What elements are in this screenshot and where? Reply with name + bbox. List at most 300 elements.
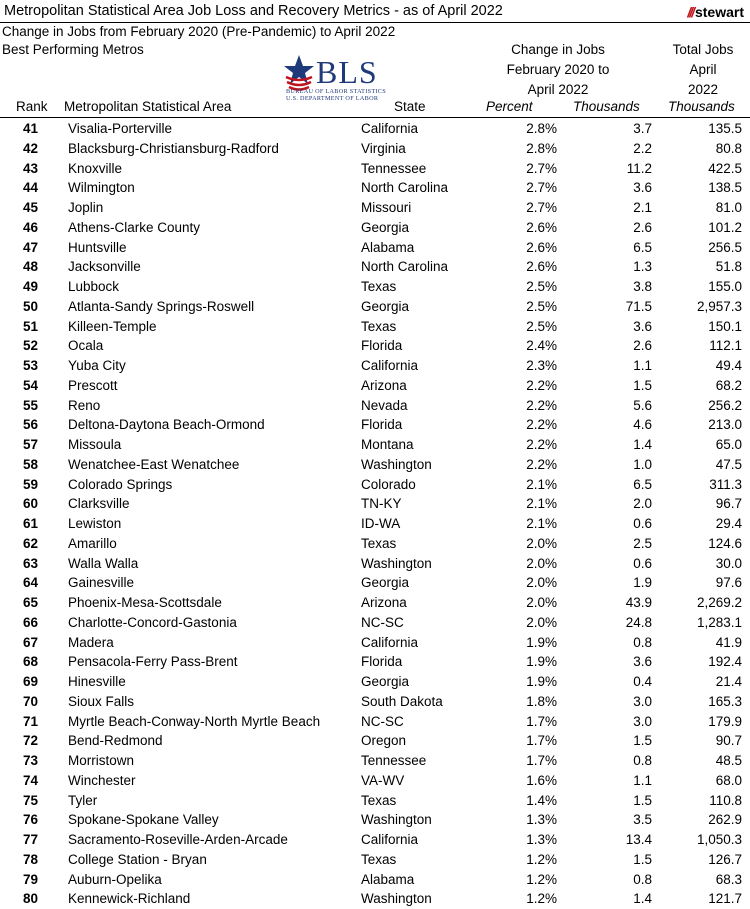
state-cell: Alabama bbox=[361, 871, 415, 887]
table-row bbox=[0, 415, 750, 435]
thousands-cell: 43.9 bbox=[625, 595, 652, 610]
thousands-cell: 4.6 bbox=[633, 417, 652, 433]
total-jobs-cell: 80.8 bbox=[715, 140, 742, 156]
rank-cell: 78 bbox=[23, 851, 39, 867]
state-cell: VA-WV bbox=[361, 772, 405, 788]
header-divider bbox=[0, 117, 750, 118]
rank-cell: 54 bbox=[23, 377, 39, 393]
thousands-cell: 3.7 bbox=[633, 121, 652, 136]
rank-cell: 68 bbox=[23, 654, 39, 670]
percent-cell: 2.2% bbox=[526, 397, 557, 413]
percent-cell: 1.8% bbox=[526, 693, 557, 709]
msa-cell: Yuba City bbox=[68, 358, 126, 373]
stewart-logo bbox=[687, 4, 744, 20]
total-jobs-cell: 135.5 bbox=[708, 121, 742, 136]
msa-cell: Phoenix-Mesa-Scottsdale bbox=[68, 595, 222, 610]
percent-cell: 2.6% bbox=[526, 259, 557, 275]
rank-cell: 80 bbox=[23, 891, 39, 907]
table-row bbox=[0, 139, 750, 159]
total-jobs-cell: 155.0 bbox=[708, 279, 742, 294]
state-cell: South Dakota bbox=[361, 693, 443, 709]
thousands-cell: 0.8 bbox=[633, 634, 652, 650]
total-jobs-cell: 121.7 bbox=[708, 891, 742, 907]
rank-cell: 57 bbox=[23, 437, 39, 452]
percent-cell: 2.2% bbox=[526, 456, 557, 472]
total-jobs-cell: 213.0 bbox=[708, 417, 742, 433]
percent-cell: 1.6% bbox=[526, 772, 557, 788]
msa-cell: Knoxville bbox=[68, 160, 123, 176]
table-row bbox=[0, 751, 750, 771]
percent-cell: 1.4% bbox=[526, 792, 557, 808]
total-jobs-cell: 97.6 bbox=[715, 575, 742, 591]
rank-cell: 43 bbox=[23, 160, 39, 176]
table-row bbox=[0, 652, 750, 672]
rank-cell: 42 bbox=[23, 140, 39, 156]
table-row bbox=[0, 771, 750, 791]
table-row bbox=[0, 277, 750, 297]
percent-cell: 1.7% bbox=[526, 713, 557, 729]
thousands-cell: 6.5 bbox=[633, 239, 652, 255]
table-row bbox=[0, 475, 750, 495]
percent-cell: 2.7% bbox=[526, 200, 557, 215]
msa-cell: Ocala bbox=[68, 338, 104, 354]
total-jobs-cell: 138.5 bbox=[708, 180, 742, 196]
state-cell: Florida bbox=[361, 338, 403, 354]
state-cell: Texas bbox=[361, 279, 397, 294]
thousands-cell: 0.6 bbox=[633, 516, 652, 531]
rank-cell: 49 bbox=[23, 279, 39, 294]
msa-cell: Colorado Springs bbox=[68, 476, 173, 492]
table-row bbox=[0, 870, 750, 890]
thousands-cell: 3.0 bbox=[633, 713, 652, 729]
total-jobs-cell: 179.9 bbox=[708, 713, 742, 729]
rank-cell: 75 bbox=[23, 792, 39, 808]
total-jobs-cell: 29.4 bbox=[715, 516, 742, 531]
rank-cell: 67 bbox=[23, 634, 39, 650]
percent-cell: 2.6% bbox=[526, 239, 557, 255]
msa-cell: Lubbock bbox=[68, 279, 120, 294]
msa-cell: Lewiston bbox=[68, 516, 122, 531]
thousands-cell: 3.5 bbox=[633, 812, 652, 828]
thousands-cell: 11.2 bbox=[626, 160, 652, 176]
rank-cell: 69 bbox=[23, 674, 39, 689]
total-jobs-cell: 68.3 bbox=[715, 871, 742, 887]
msa-cell: Wenatchee-East Wenatchee bbox=[68, 456, 240, 472]
msa-cell: Morristown bbox=[68, 753, 135, 768]
total-jobs-cell: 422.5 bbox=[708, 160, 742, 176]
percent-cell: 2.1% bbox=[526, 496, 557, 512]
percent-cell: 2.8% bbox=[526, 140, 557, 156]
rank-cell: 76 bbox=[23, 812, 39, 828]
rank-cell: 48 bbox=[23, 259, 39, 275]
rank-cell: 51 bbox=[23, 318, 39, 334]
total-jobs-cell: 110.8 bbox=[709, 792, 742, 808]
thousands-cell: 71.5 bbox=[625, 298, 652, 314]
total-jobs-cell: 126.7 bbox=[708, 851, 742, 867]
total-jobs-cell: 48.5 bbox=[715, 753, 742, 768]
table-row bbox=[0, 119, 750, 139]
state-cell: ID-WA bbox=[361, 516, 401, 531]
msa-cell: Spokane-Spokane Valley bbox=[68, 812, 219, 828]
rank-cell: 74 bbox=[23, 772, 39, 788]
total-jobs-cell: 65.0 bbox=[715, 437, 742, 452]
table-row bbox=[0, 672, 750, 692]
total-jobs-cell: 41.9 bbox=[715, 634, 742, 650]
rank-cell: 55 bbox=[23, 397, 39, 413]
total-column-group-header bbox=[658, 40, 748, 100]
total-jobs-cell: 192.4 bbox=[708, 654, 742, 670]
msa-cell: College Station - Bryan bbox=[68, 851, 207, 867]
msa-cell: Reno bbox=[68, 397, 101, 413]
table-row bbox=[0, 810, 750, 830]
state-cell: Tennessee bbox=[361, 160, 427, 176]
state-cell: California bbox=[361, 358, 419, 373]
table-row bbox=[0, 376, 750, 396]
percent-cell: 2.3% bbox=[526, 358, 557, 373]
thousands-cell: 3.8 bbox=[633, 279, 652, 294]
table-row bbox=[0, 317, 750, 337]
total-jobs-cell: 90.7 bbox=[715, 733, 742, 749]
state-cell: Texas bbox=[361, 535, 397, 551]
percent-cell: 2.1% bbox=[526, 516, 557, 531]
msa-cell: Huntsville bbox=[68, 239, 127, 255]
rank-cell: 79 bbox=[23, 871, 39, 887]
table-row bbox=[0, 159, 750, 179]
thousands-cell: 3.6 bbox=[633, 654, 652, 670]
thousands-cell: 6.5 bbox=[633, 476, 652, 492]
table-row bbox=[0, 218, 750, 238]
total-jobs-cell: 68.0 bbox=[715, 772, 742, 788]
thousands-cell: 2.2 bbox=[633, 140, 652, 156]
msa-cell: Deltona-Daytona Beach-Ormond bbox=[68, 417, 265, 433]
percent-cell: 2.0% bbox=[526, 535, 557, 551]
state-cell: California bbox=[361, 832, 419, 847]
total-jobs-cell: 101.2 bbox=[708, 219, 742, 235]
rank-cell: 59 bbox=[23, 476, 39, 492]
msa-cell: Killeen-Temple bbox=[68, 318, 157, 334]
state-cell: Georgia bbox=[361, 298, 410, 314]
rank-cell: 62 bbox=[23, 535, 39, 551]
bls-logo-subtext-1: BUREAU OF LABOR STATISTICS bbox=[286, 88, 386, 95]
bls-logo-text: BLS bbox=[316, 54, 378, 90]
state-cell: Nevada bbox=[361, 397, 408, 413]
state-cell: Georgia bbox=[361, 575, 410, 591]
total-jobs-cell: 256.2 bbox=[708, 397, 742, 413]
state-cell: Tennessee bbox=[361, 753, 427, 768]
table-row bbox=[0, 791, 750, 811]
state-cell: Missouri bbox=[361, 200, 412, 215]
table-row bbox=[0, 554, 750, 574]
msa-cell: Amarillo bbox=[68, 535, 117, 551]
total-jobs-cell: 311.3 bbox=[709, 476, 742, 492]
msa-cell: Jacksonville bbox=[68, 259, 141, 275]
percent-cell: 2.7% bbox=[526, 180, 557, 196]
msa-cell: Visalia-Porterville bbox=[68, 121, 173, 136]
column-header-percent: Percent bbox=[486, 99, 533, 114]
percent-cell: 2.2% bbox=[526, 417, 557, 433]
thousands-cell: 1.4 bbox=[633, 891, 652, 907]
table-row bbox=[0, 850, 750, 870]
thousands-cell: 2.6 bbox=[633, 338, 652, 354]
thousands-cell: 3.0 bbox=[633, 693, 652, 709]
bls-star-icon bbox=[282, 53, 316, 93]
rank-cell: 71 bbox=[23, 713, 39, 729]
percent-cell: 1.3% bbox=[526, 812, 557, 828]
thousands-cell: 5.6 bbox=[633, 397, 652, 413]
rank-cell: 72 bbox=[23, 733, 39, 749]
state-cell: North Carolina bbox=[361, 180, 449, 196]
column-header-rank: Rank bbox=[16, 99, 48, 114]
state-cell: Texas bbox=[361, 792, 397, 808]
msa-cell: Myrtle Beach-Conway-North Myrtle Beach bbox=[68, 713, 321, 729]
total-jobs-cell: 124.6 bbox=[708, 535, 742, 551]
percent-cell: 2.2% bbox=[526, 377, 557, 393]
msa-cell: Wilmington bbox=[68, 180, 135, 196]
percent-cell: 1.9% bbox=[526, 634, 557, 650]
msa-cell: Prescott bbox=[68, 377, 118, 393]
total-jobs-cell: 2,957.3 bbox=[696, 298, 742, 314]
percent-cell: 2.5% bbox=[526, 279, 557, 294]
table-row bbox=[0, 396, 750, 416]
change-group-line-2: February 2020 to bbox=[506, 62, 610, 77]
percent-cell: 1.7% bbox=[526, 733, 557, 749]
rank-cell: 56 bbox=[23, 417, 39, 433]
rank-cell: 77 bbox=[23, 832, 39, 847]
state-cell: Washington bbox=[361, 891, 432, 907]
msa-cell: Sioux Falls bbox=[68, 693, 135, 709]
msa-cell: Atlanta-Sandy Springs-Roswell bbox=[68, 298, 255, 314]
percent-cell: 1.2% bbox=[526, 851, 557, 867]
percent-cell: 2.8% bbox=[526, 121, 557, 136]
state-cell: NC-SC bbox=[361, 614, 404, 630]
rank-cell: 46 bbox=[23, 219, 39, 235]
table-row bbox=[0, 238, 750, 258]
state-cell: Arizona bbox=[361, 377, 407, 393]
total-jobs-cell: 47.5 bbox=[715, 456, 742, 472]
percent-cell: 1.2% bbox=[526, 871, 557, 887]
state-cell: Texas bbox=[361, 851, 397, 867]
total-group-line-1: Total Jobs bbox=[672, 42, 734, 57]
table-row bbox=[0, 356, 750, 376]
state-cell: Alabama bbox=[361, 239, 415, 255]
state-cell: California bbox=[361, 121, 419, 136]
table-row bbox=[0, 613, 750, 633]
table-row bbox=[0, 692, 750, 712]
thousands-cell: 1.4 bbox=[633, 437, 652, 452]
metro-table-body bbox=[0, 119, 750, 909]
total-jobs-cell: 21.4 bbox=[715, 674, 742, 689]
msa-cell: Winchester bbox=[68, 772, 136, 788]
thousands-cell: 2.5 bbox=[633, 535, 652, 551]
msa-cell: Charlotte-Concord-Gastonia bbox=[68, 614, 237, 630]
state-cell: California bbox=[361, 634, 419, 650]
thousands-cell: 3.6 bbox=[633, 180, 652, 196]
msa-cell: Pensacola-Ferry Pass-Brent bbox=[68, 654, 238, 670]
percent-cell: 2.1% bbox=[526, 476, 557, 492]
column-header-total-thousands: Thousands bbox=[668, 99, 735, 114]
total-jobs-cell: 68.2 bbox=[715, 377, 742, 393]
table-row bbox=[0, 198, 750, 218]
change-group-line-3: April 2022 bbox=[527, 82, 589, 97]
total-jobs-cell: 165.3 bbox=[708, 693, 742, 709]
thousands-cell: 1.1 bbox=[633, 358, 652, 373]
report-section-label: Best Performing Metros bbox=[2, 42, 144, 57]
rank-cell: 63 bbox=[23, 555, 39, 571]
percent-cell: 2.4% bbox=[526, 338, 557, 354]
table-row bbox=[0, 455, 750, 475]
percent-cell: 1.9% bbox=[526, 674, 557, 689]
rank-cell: 41 bbox=[23, 121, 39, 136]
total-group-line-3: 2022 bbox=[687, 82, 719, 97]
thousands-cell: 0.8 bbox=[633, 871, 652, 887]
percent-cell: 1.3% bbox=[526, 832, 557, 847]
table-row bbox=[0, 633, 750, 653]
report-title: Metropolitan Statistical Area Job Loss and Recovery Metrics - as of April 2022 bbox=[4, 3, 503, 19]
total-jobs-cell: 1,283.1 bbox=[696, 614, 742, 630]
thousands-cell: 1.5 bbox=[633, 851, 652, 867]
thousands-cell: 2.6 bbox=[633, 219, 652, 235]
state-cell: Texas bbox=[361, 318, 397, 334]
thousands-cell: 1.3 bbox=[633, 259, 652, 275]
state-cell: North Carolina bbox=[361, 259, 449, 275]
msa-cell: Joplin bbox=[68, 200, 104, 215]
msa-cell: Bend-Redmond bbox=[68, 733, 163, 749]
percent-cell: 2.0% bbox=[526, 595, 557, 610]
state-cell: Florida bbox=[361, 417, 403, 433]
table-row bbox=[0, 257, 750, 277]
thousands-cell: 1.5 bbox=[633, 377, 652, 393]
total-jobs-cell: 150.1 bbox=[708, 318, 742, 334]
total-jobs-cell: 1,050.3 bbox=[696, 832, 742, 847]
rank-cell: 58 bbox=[23, 456, 39, 472]
msa-cell: Missoula bbox=[68, 437, 122, 452]
rank-cell: 61 bbox=[23, 516, 39, 531]
msa-cell: Kennewick-Richland bbox=[68, 891, 191, 907]
table-row bbox=[0, 889, 750, 909]
msa-cell: Tyler bbox=[68, 792, 98, 808]
change-column-group-header bbox=[488, 40, 628, 100]
msa-cell: Hinesville bbox=[68, 674, 126, 689]
msa-cell: Madera bbox=[68, 634, 114, 650]
column-header-state: State bbox=[394, 99, 426, 114]
state-cell: NC-SC bbox=[361, 713, 404, 729]
total-jobs-cell: 112.1 bbox=[709, 338, 742, 354]
report-subtitle: Change in Jobs from February 2020 (Pre-Pandemic) to April 2022 bbox=[2, 24, 396, 39]
table-row bbox=[0, 514, 750, 534]
table-row bbox=[0, 830, 750, 850]
state-cell: Florida bbox=[361, 654, 403, 670]
msa-cell: Auburn-Opelika bbox=[68, 871, 162, 887]
total-jobs-cell: 81.0 bbox=[715, 200, 742, 215]
msa-cell: Athens-Clarke County bbox=[68, 219, 201, 235]
table-row bbox=[0, 435, 750, 455]
rank-cell: 47 bbox=[23, 239, 39, 255]
percent-cell: 2.0% bbox=[526, 575, 557, 591]
percent-cell: 2.0% bbox=[526, 614, 557, 630]
percent-cell: 2.5% bbox=[526, 318, 557, 334]
msa-cell: Walla Walla bbox=[68, 555, 139, 571]
table-row bbox=[0, 593, 750, 613]
rank-cell: 60 bbox=[23, 496, 39, 512]
change-group-line-1: Change in Jobs bbox=[511, 42, 605, 57]
percent-cell: 2.5% bbox=[526, 298, 557, 314]
table-row bbox=[0, 178, 750, 198]
stewart-logo-text: stewart bbox=[694, 4, 744, 20]
rank-cell: 50 bbox=[23, 298, 39, 314]
rank-cell: 73 bbox=[23, 753, 39, 768]
table-row bbox=[0, 494, 750, 514]
percent-cell: 1.2% bbox=[526, 891, 557, 907]
thousands-cell: 3.6 bbox=[633, 318, 652, 334]
thousands-cell: 0.8 bbox=[633, 753, 652, 768]
thousands-cell: 2.0 bbox=[633, 496, 652, 512]
table-row bbox=[0, 534, 750, 554]
total-jobs-cell: 51.8 bbox=[715, 259, 742, 275]
total-jobs-cell: 256.5 bbox=[708, 239, 742, 255]
state-cell: Arizona bbox=[361, 595, 407, 610]
percent-cell: 1.9% bbox=[526, 654, 557, 670]
state-cell: Washington bbox=[361, 812, 432, 828]
rank-cell: 64 bbox=[23, 575, 39, 591]
msa-cell: Gainesville bbox=[68, 575, 135, 591]
state-cell: Georgia bbox=[361, 674, 410, 689]
percent-cell: 2.2% bbox=[526, 437, 557, 452]
rank-cell: 70 bbox=[23, 693, 39, 709]
table-row bbox=[0, 336, 750, 356]
column-header-msa: Metropolitan Statistical Area bbox=[64, 99, 232, 114]
thousands-cell: 1.0 bbox=[633, 456, 652, 472]
state-cell: Oregon bbox=[361, 733, 407, 749]
rank-cell: 45 bbox=[23, 200, 39, 215]
total-jobs-cell: 49.4 bbox=[715, 358, 742, 373]
bls-logo bbox=[282, 53, 392, 103]
msa-cell: Blacksburg-Christiansburg-Radford bbox=[68, 140, 279, 156]
state-cell: Washington bbox=[361, 456, 432, 472]
table-row bbox=[0, 731, 750, 751]
thousands-cell: 1.5 bbox=[633, 792, 652, 808]
thousands-cell: 1.1 bbox=[633, 772, 652, 788]
thousands-cell: 13.4 bbox=[625, 832, 652, 847]
stewart-slashes-icon: /// bbox=[687, 4, 693, 20]
percent-cell: 1.7% bbox=[526, 753, 557, 768]
rank-cell: 44 bbox=[23, 180, 39, 196]
total-jobs-cell: 30.0 bbox=[715, 555, 742, 571]
total-jobs-cell: 262.9 bbox=[708, 812, 742, 828]
percent-cell: 2.0% bbox=[526, 555, 557, 571]
msa-cell: Sacramento-Roseville-Arden-Arcade bbox=[68, 832, 288, 847]
thousands-cell: 24.8 bbox=[625, 614, 652, 630]
msa-cell: Clarksville bbox=[68, 496, 130, 512]
rank-cell: 66 bbox=[23, 614, 39, 630]
title-divider bbox=[0, 22, 750, 23]
table-row bbox=[0, 712, 750, 732]
thousands-cell: 1.9 bbox=[633, 575, 652, 591]
thousands-cell: 0.4 bbox=[633, 674, 652, 689]
total-jobs-cell: 96.7 bbox=[715, 496, 742, 512]
column-header-thousands: Thousands bbox=[573, 99, 640, 114]
total-group-line-2: April bbox=[689, 62, 717, 77]
rank-cell: 65 bbox=[23, 595, 39, 610]
percent-cell: 2.6% bbox=[526, 219, 557, 235]
thousands-cell: 1.5 bbox=[633, 733, 652, 749]
total-jobs-cell: 2,269.2 bbox=[696, 595, 742, 610]
thousands-cell: 0.6 bbox=[633, 555, 652, 571]
state-cell: Colorado bbox=[361, 476, 416, 492]
state-cell: Montana bbox=[361, 437, 414, 452]
state-cell: Virginia bbox=[361, 140, 406, 156]
table-row bbox=[0, 573, 750, 593]
rank-cell: 52 bbox=[23, 338, 39, 354]
